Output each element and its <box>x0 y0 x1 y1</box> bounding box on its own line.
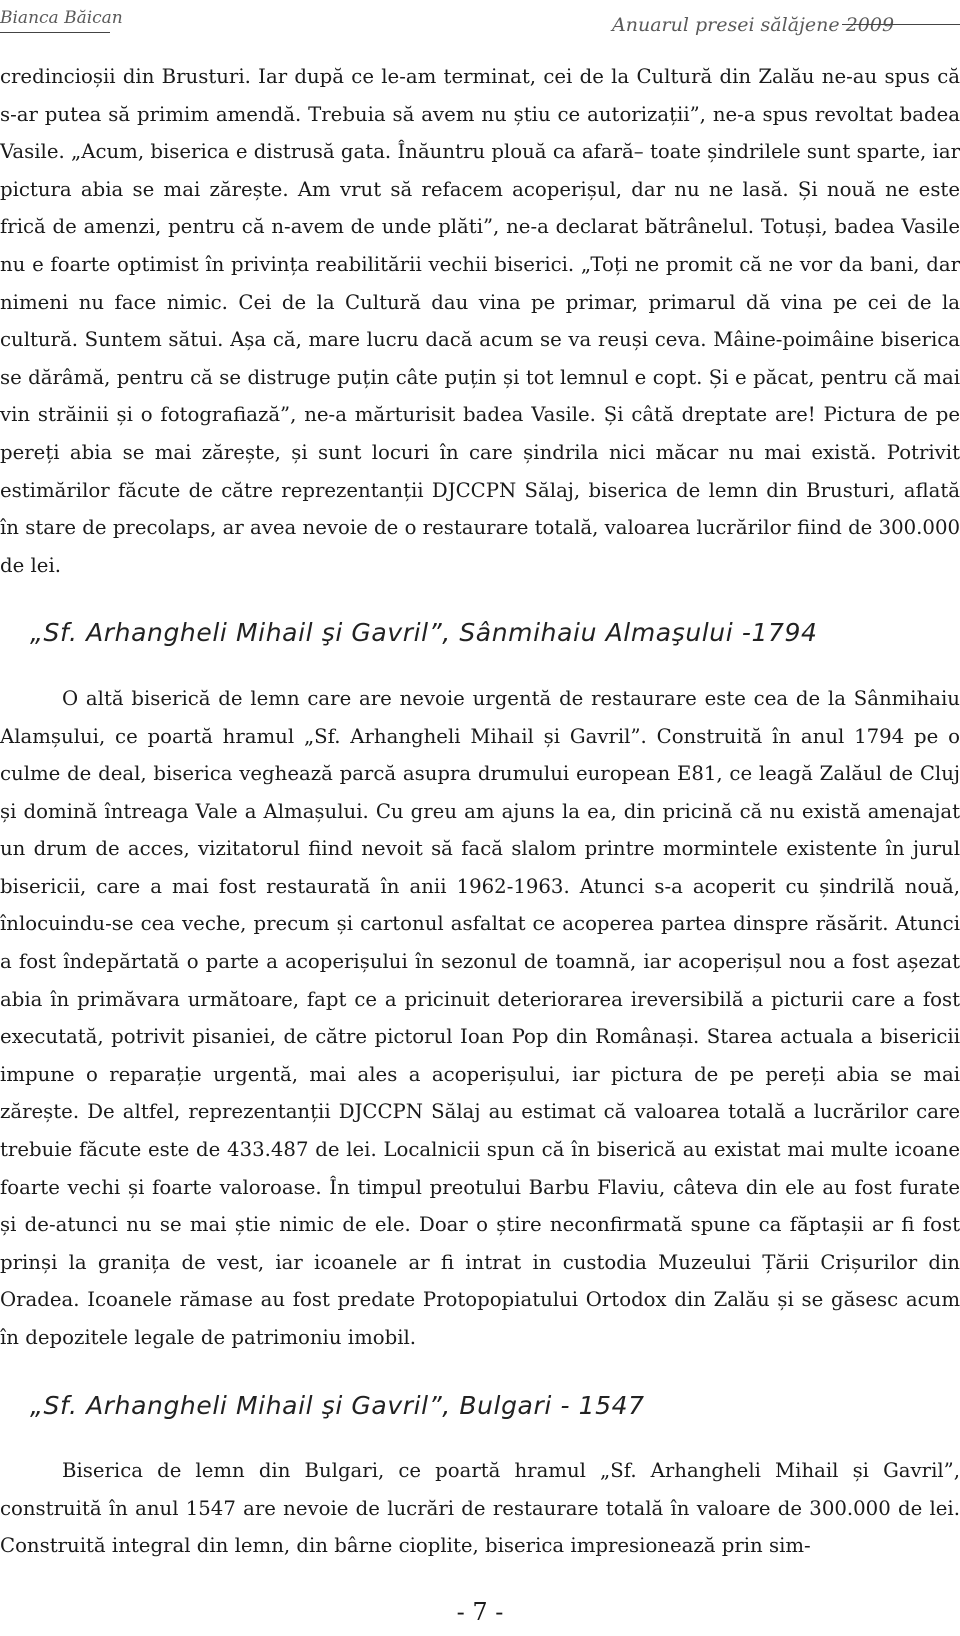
article-paragraph-3: Biserica de lemn din Bulgari, ce poartă hramul „Sf. Arhangheli Mihail și Gavril”, construită în anul 1547 are nevoie de lucrări de restaurare totală în valoare de 300.000 de lei. Construită integral din lemn, din bârne cioplite, biserica impresionează prin sim- <box>0 1459 960 1558</box>
article-paragraph-2: O altă biserică de lemn care are nevoie urgentă de restaurare este cea de la Sânmihaiu Alamșului, ce poartă hramul „Sf. Arhangheli Mihail și Gavril”. Construită în anul 1794 pe o culme de deal, biserica veghează parcă asupra drumului european E81, ce leagă Zalăul de Cluj și domină întreaga Vale a Almașului. Cu greu am ajuns la ea, din pricină că nu există amenajat un drum de acces, vizitatorul fiind nevoit să facă slalom printre mormintele existente în jurul bisericii, care a mai fost restaurată în anii 1962-1963. Atunci s-a acoperit cu șindrilă nouă, înlocuindu-se cea veche, precum și cartonul asfaltat ce acoperea partea dinspre răsărit. Atunci a fost îndepărtată o parte a acoperișului în sezonul de toamnă, iar acoperișul nou a fost așezat abia în primăvara următoare, fapt ce a pricinuit deteriorarea ireversibilă a picturii care a fost executată, potrivit pisaniei, de către pictorul Ioan Pop din Românași. Starea actuala a bisericii impune o reparație urgentă, mai ales a acoperișului, iar pictura de pe pereți abia se mai zărește. De altfel, reprezentanții DJCCPN Sălaj au estimat că valoarea totală a lucrărilor care trebuie făcute este de 433.487 de lei. Localnicii spun că în biserică au existat mai multe icoane foarte vechi și foarte valoroase. În timpul preotului Barbu Flaviu, câteva din ele au fost furate și de-atunci nu se mai știe nimic de ele. Doar o știre neconfirmată spune ca făptașii ar fi fost prinși la granița de vest, iar icoanele ar fi intrat in custodia Muzeului Țării Crișurilor din Oradea. Icoanele rămase au fost predate Protopopiatului Ortodox din Zalău și se găsesc acum în depozitele legale de patrimoniu imobil. <box>0 686 960 1349</box>
journal-title: Anuarul presei sălăjene 2009 <box>612 14 895 36</box>
section-heading-bulgari: „Sf. Arhangheli Mihail şi Gavril”, Bulgari - 1547 <box>30 1390 645 1420</box>
article-paragraph-1: credincioșii din Brusturi. Iar după ce le-am terminat, cei de la Cultură din Zalău ne-au spus că s-ar putea să primim amendă. Trebuia să avem nu știu ce autorizații”, ne-a spus revoltat badea Vasile. „Acum, biserica e distrusă gata. Înăuntru plouă ca afară– toate șindrilele sunt sparte, iar pictura abia se mai zărește. Am vrut să refacem acoperișul, dar nu ne lasă. Și nouă ne este frică de amenzi, pentru că n-avem de unde plăti”, ne-a declarat bătrânelul. Totuși, badea Vasile nu e foarte optimist în privința reabilitării vechii biserici. „Toți ne promit că ne vor da bani, dar nimeni nu face nimic. Cei de la Cultură dau vina pe primar, primarul dă vina pe cei de la cultură. Suntem sătui. Așa că, mare lucru dacă acum se va reuși ceva. Mâine-poimâine biserica se dărâmă, pentru că se distruge puțin câte puțin și tot lemnul e copt. Și e păcat, pentru că mai vin străinii și o fotografiază”, ne-a mărturisit badea Vasile. Și câtă dreptate are! Pictura de pe pereți abia se mai zărește, și sunt locuri în care șindrila nici măcar nu mai există. Potrivit estimărilor făcute de către reprezentanții DJCCPN Sălaj, biserica de lemn din Brusturi, aflată în stare de precolaps, ar avea nevoie de o restaurare totală, valoarea lucrărilor fiind de 300.000 de lei. <box>0 65 960 577</box>
page-number: - 7 - <box>456 1598 504 1626</box>
author-name: Bianca Băican <box>0 8 123 28</box>
article-body <box>0 58 960 1565</box>
running-header <box>0 8 960 40</box>
header-rule-right <box>842 24 960 25</box>
section-heading-sanmihaiu: „Sf. Arhangheli Mihail şi Gavril”, Sânmihaiu Almaşului -1794 <box>30 618 818 648</box>
header-rule-left <box>0 32 110 33</box>
